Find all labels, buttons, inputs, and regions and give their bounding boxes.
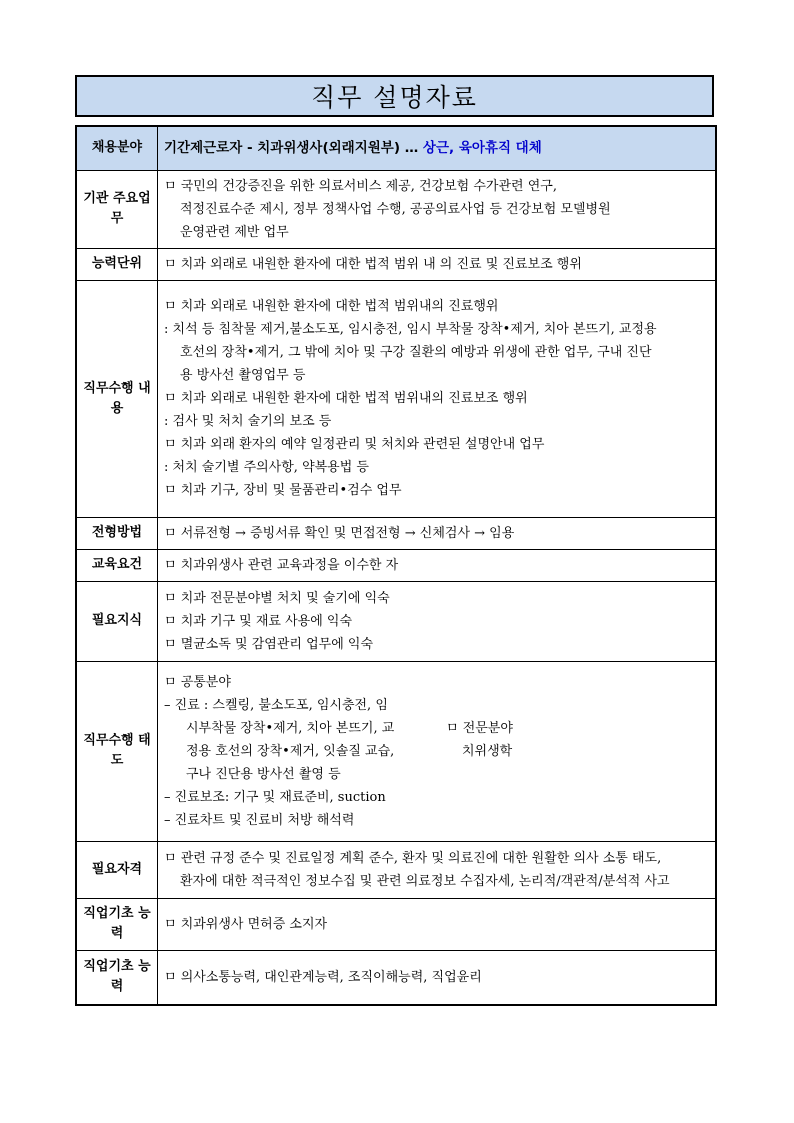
attitude-common-area — [164, 671, 444, 832]
label-recruit-field: 채용분야 — [76, 126, 158, 170]
attitude-line: ㅁ 공통분야 — [164, 674, 231, 690]
document-title: 직무 설명자료 — [75, 75, 714, 117]
attitude-columns — [164, 671, 709, 832]
label-basic-ability-1: 직업기초 능력 — [76, 898, 158, 950]
row-attitude — [76, 661, 716, 841]
qualification-content — [158, 841, 717, 898]
attitude-specialty-area — [444, 671, 513, 763]
attitude-line: – 진료차트 및 진료비 처방 해석력 — [164, 812, 355, 828]
attitude-line: 구나 진단용 방사선 촬영 등 — [186, 766, 341, 782]
duties-line: ㅁ 치과 기구, 장비 및 물품관리•검수 업무 — [164, 483, 402, 498]
attitude-content — [158, 661, 717, 841]
duties-line: ㅁ 치과 외래로 내원한 환자에 대한 법적 범위내의 진료보조 행위 — [164, 391, 528, 406]
row-duties — [76, 280, 716, 517]
row-recruit-field — [76, 126, 716, 170]
label-basic-ability-2: 직업기초 능력 — [76, 950, 158, 1005]
duties-line: ㅁ 치과 외래 환자의 예약 일정관리 및 처치와 관련된 설명안내 업무 — [164, 437, 545, 452]
row-qualification — [76, 841, 716, 898]
attitude-line: 정용 호선의 장착•제거, 잇솔질 교습, — [186, 743, 395, 759]
attitude-line: – 진료 : 스켈링, 불소도포, 임시충전, 임 — [164, 697, 388, 713]
education-text: ㅁ 치과위생사 관련 교육과정을 이수한 자 — [164, 557, 399, 573]
qualification-line: 환자에 대한 적극적인 정보수집 및 관련 의료정보 수집자세, 논리적/객관적/분석적 사고 — [180, 873, 670, 889]
row-knowledge — [76, 581, 716, 661]
competency-unit-content — [158, 248, 717, 280]
row-education — [76, 549, 716, 581]
knowledge-content — [158, 581, 717, 661]
selection-content — [158, 517, 717, 549]
duties-line: : 처치 술기별 주의사항, 약복용법 등 — [164, 460, 369, 475]
attitude-specialty-line: 치위생학 — [462, 743, 513, 759]
row-selection — [76, 517, 716, 549]
job-description-table — [75, 125, 717, 1006]
basic-ability-2-content — [158, 950, 717, 1005]
competency-unit-text: ㅁ 치과 외래로 내원한 환자에 대한 법적 범위 내 의 진료 및 진료보조 행위 — [164, 256, 582, 272]
row-basic-ability-2 — [76, 950, 716, 1005]
knowledge-line: ㅁ 치과 기구 및 재료 사용에 익숙 — [164, 613, 353, 629]
knowledge-line: ㅁ 멸균소독 및 감염관리 업무에 익숙 — [164, 636, 374, 652]
org-duties-line: 적정진료수준 제시, 정부 정책사업 수행, 공공의료사업 등 건강보험 모델병원 — [180, 201, 611, 217]
basic-ability-1-text: ㅁ 치과위생사 면허증 소지자 — [164, 916, 328, 932]
label-selection: 전형방법 — [76, 517, 158, 549]
duties-line: 호선의 장착•제거, 그 밖에 치아 및 구강 질환의 예방과 위생에 관한 업무, 구내 진단 — [180, 345, 652, 360]
org-duties-line: ㅁ 국민의 건강증진을 위한 의료서비스 제공, 건강보험 수가관련 연구, — [164, 178, 557, 194]
row-competency-unit — [76, 248, 716, 280]
label-competency-unit: 능력단위 — [76, 248, 158, 280]
recruit-field-highlight: 상근, 육아휴직 대체 — [422, 139, 542, 156]
duties-line: ㅁ 치과 외래로 내원한 환자에 대한 법적 범위내의 진료행위 — [164, 299, 499, 314]
duties-content — [158, 280, 717, 517]
recruit-field-value — [158, 126, 717, 170]
duties-line: : 치석 등 침착물 제거,불소도포, 임시충전, 임시 부착물 장착•제거, 치아 본뜨기, 교정용 — [164, 322, 657, 337]
attitude-line: 시부착물 장착•제거, 치아 본뜨기, 교 — [186, 720, 395, 736]
org-duties-line: 운영관련 제반 업무 — [180, 224, 289, 240]
label-attitude: 직무수행 태도 — [76, 661, 158, 841]
duties-line: 용 방사선 촬영업무 등 — [180, 368, 306, 383]
label-duties: 직무수행 내용 — [76, 280, 158, 517]
basic-ability-1-content — [158, 898, 717, 950]
org-duties-content — [158, 170, 717, 248]
label-org-duties: 기관 주요업무 — [76, 170, 158, 248]
attitude-specialty-line: ㅁ 전문분야 — [446, 720, 513, 736]
education-content — [158, 549, 717, 581]
label-qualification: 필요자격 — [76, 841, 158, 898]
qualification-line: ㅁ 관련 규정 준수 및 진료일정 계획 준수, 환자 및 의료진에 대한 원활한 의사 소통 태도, — [164, 850, 662, 866]
knowledge-line: ㅁ 치과 전문분야별 처치 및 술기에 익숙 — [164, 590, 390, 606]
attitude-line: – 진료보조: 기구 및 재료준비, suction — [164, 789, 386, 805]
recruit-field-main: 기간제근로자 - 치과위생사(외래지원부) … — [164, 139, 423, 156]
basic-ability-2-text: ㅁ 의사소통능력, 대인관계능력, 조직이해능력, 직업윤리 — [164, 969, 482, 985]
selection-text: ㅁ 서류전형 → 증빙서류 확인 및 면접전형 → 신체검사 → 임용 — [164, 525, 515, 541]
duties-line: : 검사 및 처치 술기의 보조 등 — [164, 414, 332, 429]
row-basic-ability-1 — [76, 898, 716, 950]
row-org-duties — [76, 170, 716, 248]
label-knowledge: 필요지식 — [76, 581, 158, 661]
label-education: 교육요건 — [76, 549, 158, 581]
